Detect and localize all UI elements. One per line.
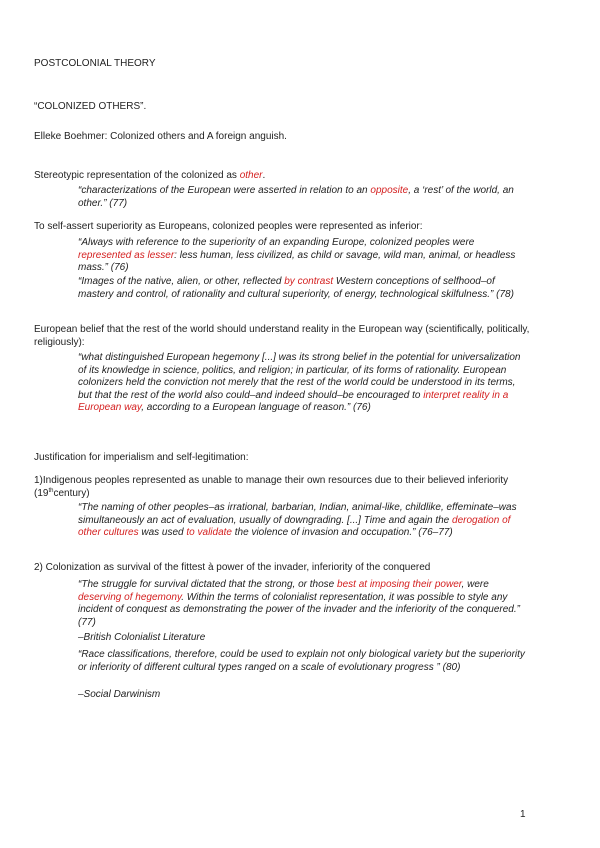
quote-struggle bbox=[78, 579, 528, 629]
text: . Within the terms of colonialist representation, it was possible to style any incident of conquest as demonstrating the power of the invader and the inferiority of the conquered.” (77) bbox=[78, 591, 520, 628]
highlight: interpret reality in a European way bbox=[78, 389, 509, 413]
text: “Images of the native, alien, or other, reflected bbox=[78, 276, 285, 287]
highlight: opposite bbox=[370, 185, 409, 196]
highlight: derogation of other cultures bbox=[78, 514, 511, 538]
text: was used bbox=[138, 527, 187, 538]
quote-images bbox=[78, 276, 528, 301]
section-title: “COLONIZED OTHERS”. bbox=[34, 101, 147, 112]
paragraph-european-belief: European belief that the rest of the world should understand reality in the European way (scientifically, politically, religiously): bbox=[34, 324, 530, 348]
quote-naming bbox=[78, 502, 528, 540]
text: : less human, less civilized, as child or savage, wild man, animal, or headless mass.” (76) bbox=[78, 249, 516, 273]
document-title: POSTCOLONIAL THEORY bbox=[34, 58, 156, 69]
quote-hegemony bbox=[78, 352, 528, 415]
paragraph-stereotypic bbox=[34, 170, 564, 183]
quote-always bbox=[78, 237, 528, 275]
paragraph-colonization: 2) Colonization as survival of the fittest à power of the invader, inferiority of the conquered bbox=[34, 562, 431, 573]
paragraph-justification: Justification for imperialism and self-legitimation: bbox=[34, 452, 249, 463]
text: , according to a European language of reason.” (76) bbox=[141, 402, 371, 413]
text: Western conceptions of selfhood–of mastery and control, of rationality and cultural superiority, of energy, technological skilfulness.” (78) bbox=[78, 276, 514, 300]
text: Stereotypic representation of the colonized as bbox=[34, 170, 240, 181]
text: century) bbox=[53, 487, 90, 499]
highlight: represented as lesser bbox=[78, 249, 175, 261]
superscript: th bbox=[48, 487, 54, 494]
paragraph-indigenous bbox=[34, 475, 564, 500]
text: , were bbox=[461, 579, 489, 590]
source-social-darwinism: –Social Darwinism bbox=[78, 689, 161, 700]
page-number: 1 bbox=[520, 809, 526, 820]
highlight: deserving of hegemony bbox=[78, 591, 182, 603]
text: “The struggle for survival dictated that the strong, or those bbox=[78, 579, 338, 590]
text: “what distinguished European hegemony [...] was its strong belief in the potential for universalization of its knowledge in science, politics, and religion; in particular, of its forms of rationality. European colonizers held the conviction not merely that the rest of the world could be understood in its terms, but that the rest of the world also could–and indeed should–be encouraged to bbox=[78, 352, 521, 401]
highlight: to validate bbox=[186, 527, 232, 538]
quote-characterizations bbox=[78, 185, 528, 210]
source-line: Elleke Boehmer: Colonized others and A foreign anguish. bbox=[34, 131, 287, 142]
highlight: by contrast bbox=[284, 276, 334, 287]
text: “Always with reference to the superiority of an expanding Europe, colonized peoples were bbox=[78, 237, 475, 248]
paragraph-self-assert: To self-assert superiority as Europeans, colonized peoples were represented as inferior: bbox=[34, 221, 423, 232]
quote-race: “Race classifications, therefore, could be used to explain not only biological variety but the superiority or inferiority of different cultural types ranged on a scale of evolutionary progress ” (80) bbox=[78, 649, 525, 673]
text: . bbox=[262, 170, 266, 181]
highlight: best at imposing their power bbox=[337, 579, 462, 590]
text: , a ‘rest’ of the world, an other.” (77) bbox=[78, 185, 514, 209]
text: “characterizations of the European were asserted in relation to an bbox=[78, 185, 371, 196]
source-british-colonialist: –British Colonialist Literature bbox=[78, 632, 206, 643]
text: the violence of invasion and occupation.” (76–77) bbox=[232, 527, 453, 538]
text: 1)Indigenous peoples represented as unable to manage their own resources due to their believed inferiority (19 bbox=[34, 475, 509, 499]
text: “The naming of other peoples–as irrational, barbarian, Indian, animal-like, childlike, effeminate–was simultaneously an act of evaluation, usually of downgrading. [...] Time and again the bbox=[78, 502, 517, 526]
highlight: other bbox=[239, 170, 263, 181]
